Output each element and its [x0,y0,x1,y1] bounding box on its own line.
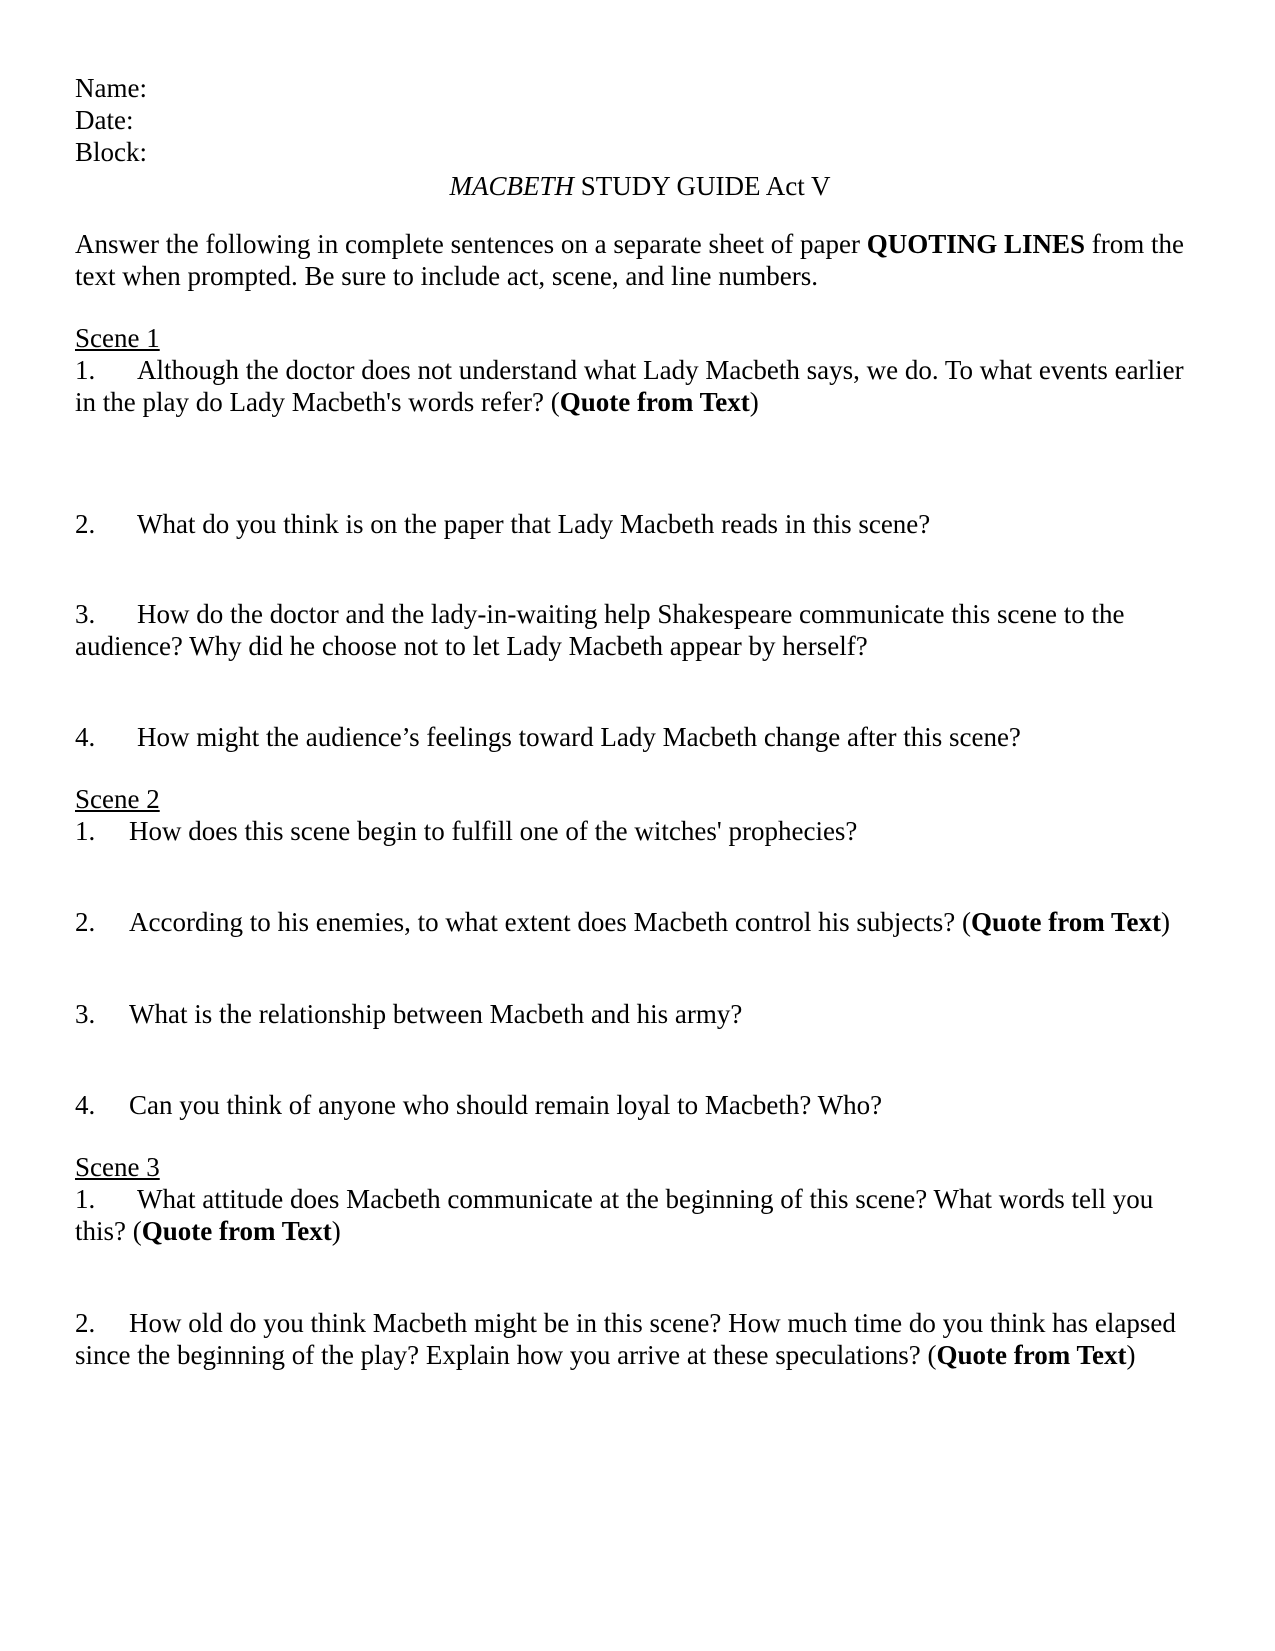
question-item [75,906,1205,938]
scene-section [75,1151,1205,1371]
quote-from-text: Quote from Text [936,1340,1127,1370]
quote-from-text: Quote from Text [971,907,1162,937]
scene-section [75,783,1205,1121]
title-play-name: MACBETH [449,171,574,201]
question-number: 3. [75,599,96,629]
question-item [75,815,1205,847]
instructions-text-end: from the text when prompted. Be sure to include act, scene, and line numbers. [75,229,1185,291]
question-text: What is the relationship between Macbeth and his army? [129,999,743,1029]
question-tail: ) [1126,1340,1136,1370]
question-number: 1. [75,1184,96,1214]
question-item [75,1089,1205,1121]
question-text: How might the audience’s feelings toward Lady Macbeth change after this scene? [137,722,1021,752]
scene-heading: Scene 1 [75,323,160,353]
instructions-emphasis: QUOTING LINES [866,229,1086,259]
question-item [75,598,1205,662]
date-label: Date: [75,105,134,135]
question-tail: ) [1161,907,1171,937]
question-text: Can you think of anyone who should remain loyal to Macbeth? Who? [129,1090,883,1120]
scene-heading: Scene 3 [75,1152,160,1182]
quote-from-text: Quote from Text [141,1216,332,1246]
student-info-header [75,72,1205,168]
question-item [75,508,1205,540]
question-item [75,1307,1205,1371]
question-text: Although the doctor does not understand what Lady Macbeth says, we do. To what events earlier in the play do Lady Macbeth's words refer? ( [75,355,1184,417]
question-text: How does this scene begin to fulfill one of the witches' prophecies? [129,816,858,846]
question-item [75,1183,1205,1247]
document-title [75,170,1205,202]
question-text: What attitude does Macbeth communicate at the beginning of this scene? What words tell you this? ( [75,1184,1154,1246]
title-rest: STUDY GUIDE Act V [574,171,831,201]
instructions [75,228,1205,292]
question-item [75,998,1205,1030]
question-item [75,721,1205,753]
question-number: 1. [75,816,96,846]
question-tail: ) [749,387,759,417]
instructions-text: Answer the following in complete sentences on a separate sheet of paper [75,229,867,259]
question-item [75,354,1205,418]
study-guide-page [75,72,1205,1371]
question-text: How old do you think Macbeth might be in this scene? How much time do you think has elapsed since the beginning of the play? Explain how you arrive at these speculations? ( [75,1308,1176,1370]
question-number: 1. [75,355,96,385]
name-label: Name: [75,73,147,103]
question-number: 2. [75,907,96,937]
question-text: According to his enemies, to what extent does Macbeth control his subjects? ( [129,907,972,937]
question-number: 4. [75,1090,96,1120]
question-number: 2. [75,1308,96,1338]
question-number: 4. [75,722,96,752]
quote-from-text: Quote from Text [559,387,750,417]
question-text: How do the doctor and the lady-in-waiting help Shakespeare communicate this scene to the audience? Why did he choose not to let Lady Macbeth appear by herself? [75,599,1125,661]
question-number: 2. [75,509,96,539]
scene-section [75,322,1205,753]
question-tail: ) [331,1216,341,1246]
block-label: Block: [75,137,147,167]
question-number: 3. [75,999,96,1029]
scene-heading: Scene 2 [75,784,160,814]
question-text: What do you think is on the paper that Lady Macbeth reads in this scene? [137,509,931,539]
